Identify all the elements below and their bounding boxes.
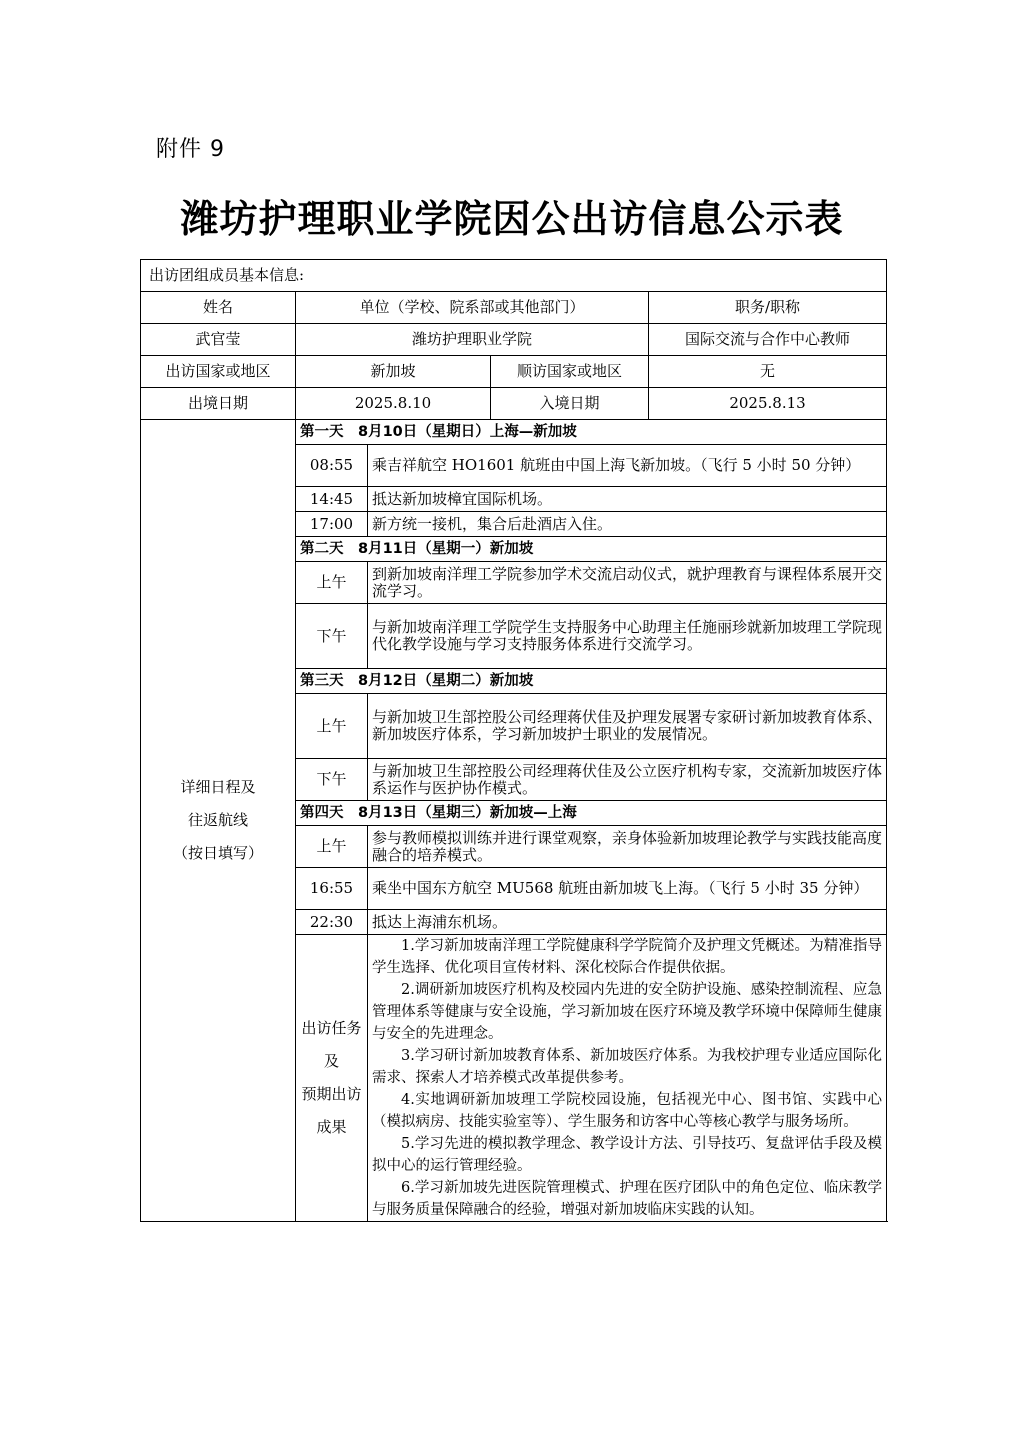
- task-item: 5.学习先进的模拟教学理念、教学设计方法、引导技巧、复盘评估手段及模拟中心的运行管理经验。: [372, 1136, 883, 1174]
- item-desc: 与新加坡南洋理工学院学生支持服务中心助理主任施丽珍就新加坡理工学院现代化教学设施与学习支持服务体系进行交流学习。: [368, 604, 887, 669]
- tasks-label-line: 出访任务及: [301, 1019, 362, 1070]
- item-desc: 乘坐中国东方航空 MU568 航班由新加坡飞上海。（飞行 5 小时 35 分钟）: [368, 868, 887, 910]
- schedule-label: [141, 420, 296, 1222]
- task-item: 3.学习研讨新加坡教育体系、新加坡医疗体系。为我校护理专业适应国际化需求、探索人才培养模式改革提供参考。: [372, 1048, 883, 1086]
- item-desc: 与新加坡卫生部控股公司经理蒋伏佳及公立医疗机构专家，交流新加坡医疗体系运作与医护协作模式。: [368, 759, 887, 801]
- day-title: 第二天 8月11日（星期一）新加坡: [296, 537, 887, 562]
- item-time: 上午: [296, 694, 368, 759]
- item-time: 22:30: [296, 910, 368, 935]
- item-time: 08:55: [296, 445, 368, 487]
- member-name: 武官莹: [141, 324, 296, 356]
- header-position: 职务/职称: [649, 292, 887, 324]
- header-name: 姓名: [141, 292, 296, 324]
- member-position: 国际交流与合作中心教师: [649, 324, 887, 356]
- task-item: 4.实地调研新加坡理工学院校园设施，包括视光中心、图书馆、实践中心（模拟病房、技能实验室等）、学生服务和访客中心等核心教学与服务场所。: [372, 1092, 883, 1130]
- item-time: 下午: [296, 604, 368, 669]
- member-unit: 潍坊护理职业学院: [296, 324, 649, 356]
- tasks-label-line: 预期出访成果: [301, 1085, 362, 1136]
- section-header-row: [141, 260, 887, 292]
- item-desc: 与新加坡卫生部控股公司经理蒋伏佳及护理发展署专家研讨新加坡教育体系、新加坡医疗体系，学习新加坡护士职业的发展情况。: [368, 694, 887, 759]
- item-time: 上午: [296, 826, 368, 868]
- task-item: 2.调研新加坡医疗机构及校园内先进的安全防护设施、感染控制流程、应急管理体系等健康与安全设施，学习新加坡在医疗环境及教学环境中保障师生健康与安全的先进理念。: [372, 982, 883, 1042]
- schedule-label-line: 详细日程及: [180, 778, 256, 796]
- schedule-label-line: 往返航线: [187, 811, 248, 829]
- destination-label: 出访国家或地区: [141, 356, 296, 388]
- item-desc: 乘吉祥航空 HO1601 航班由中国上海飞新加坡。（飞行 5 小时 50 分钟）: [368, 445, 887, 487]
- destination-row: [141, 356, 887, 388]
- info-table: [140, 259, 887, 1222]
- task-item: 1.学习新加坡南洋理工学院健康科学学院简介及护理文凭概述。为精准指导学生选择、优化项目宣传材料、深化校际合作提供依据。: [372, 938, 883, 976]
- enter-value: 2025.8.13: [649, 388, 887, 420]
- attachment-label: 附件 9: [156, 137, 225, 162]
- header-unit: 单位（学校、院系部或其他部门）: [296, 292, 649, 324]
- day-title: 第一天 8月10日（星期日）上海—新加坡: [296, 420, 887, 445]
- transit-label: 顺访国家或地区: [491, 356, 649, 388]
- depart-label: 出境日期: [141, 388, 296, 420]
- item-desc: 新方统一接机，集合后赴酒店入住。: [368, 512, 887, 537]
- item-desc: 到新加坡南洋理工学院参加学术交流启动仪式，就护理教育与课程体系展开交流学习。: [368, 562, 887, 604]
- section-header: 出访团组成员基本信息:: [141, 260, 887, 292]
- dates-row: [141, 388, 887, 420]
- member-row: [141, 324, 887, 356]
- transit-value: 无: [649, 356, 887, 388]
- item-desc: 抵达新加坡樟宜国际机场。: [368, 487, 887, 512]
- task-item: 6.学习新加坡先进医院管理模式、护理在医疗团队中的角色定位、临床教学与服务质量保障融合的经验，增强对新加坡临床实践的认知。: [372, 1180, 883, 1218]
- tasks-content: [368, 935, 887, 1222]
- destination-value: 新加坡: [296, 356, 491, 388]
- item-time: 14:45: [296, 487, 368, 512]
- item-desc: 抵达上海浦东机场。: [368, 910, 887, 935]
- tasks-label: [296, 935, 368, 1222]
- item-time: 17:00: [296, 512, 368, 537]
- depart-value: 2025.8.10: [296, 388, 491, 420]
- item-desc: 参与教师模拟训练并进行课堂观察，亲身体验新加坡理论教学与实践技能高度融合的培养模式。: [368, 826, 887, 868]
- page-title: 潍坊护理职业学院因公出访信息公示表: [180, 197, 844, 241]
- item-time: 16:55: [296, 868, 368, 910]
- header-row: [141, 292, 887, 324]
- item-time: 下午: [296, 759, 368, 801]
- day-row: [141, 420, 887, 445]
- day-title: 第四天 8月13日（星期三）新加坡—上海: [296, 801, 887, 826]
- day-title: 第三天 8月12日（星期二）新加坡: [296, 669, 887, 694]
- schedule-label-line: （按日填写）: [172, 844, 263, 862]
- item-time: 上午: [296, 562, 368, 604]
- enter-label: 入境日期: [491, 388, 649, 420]
